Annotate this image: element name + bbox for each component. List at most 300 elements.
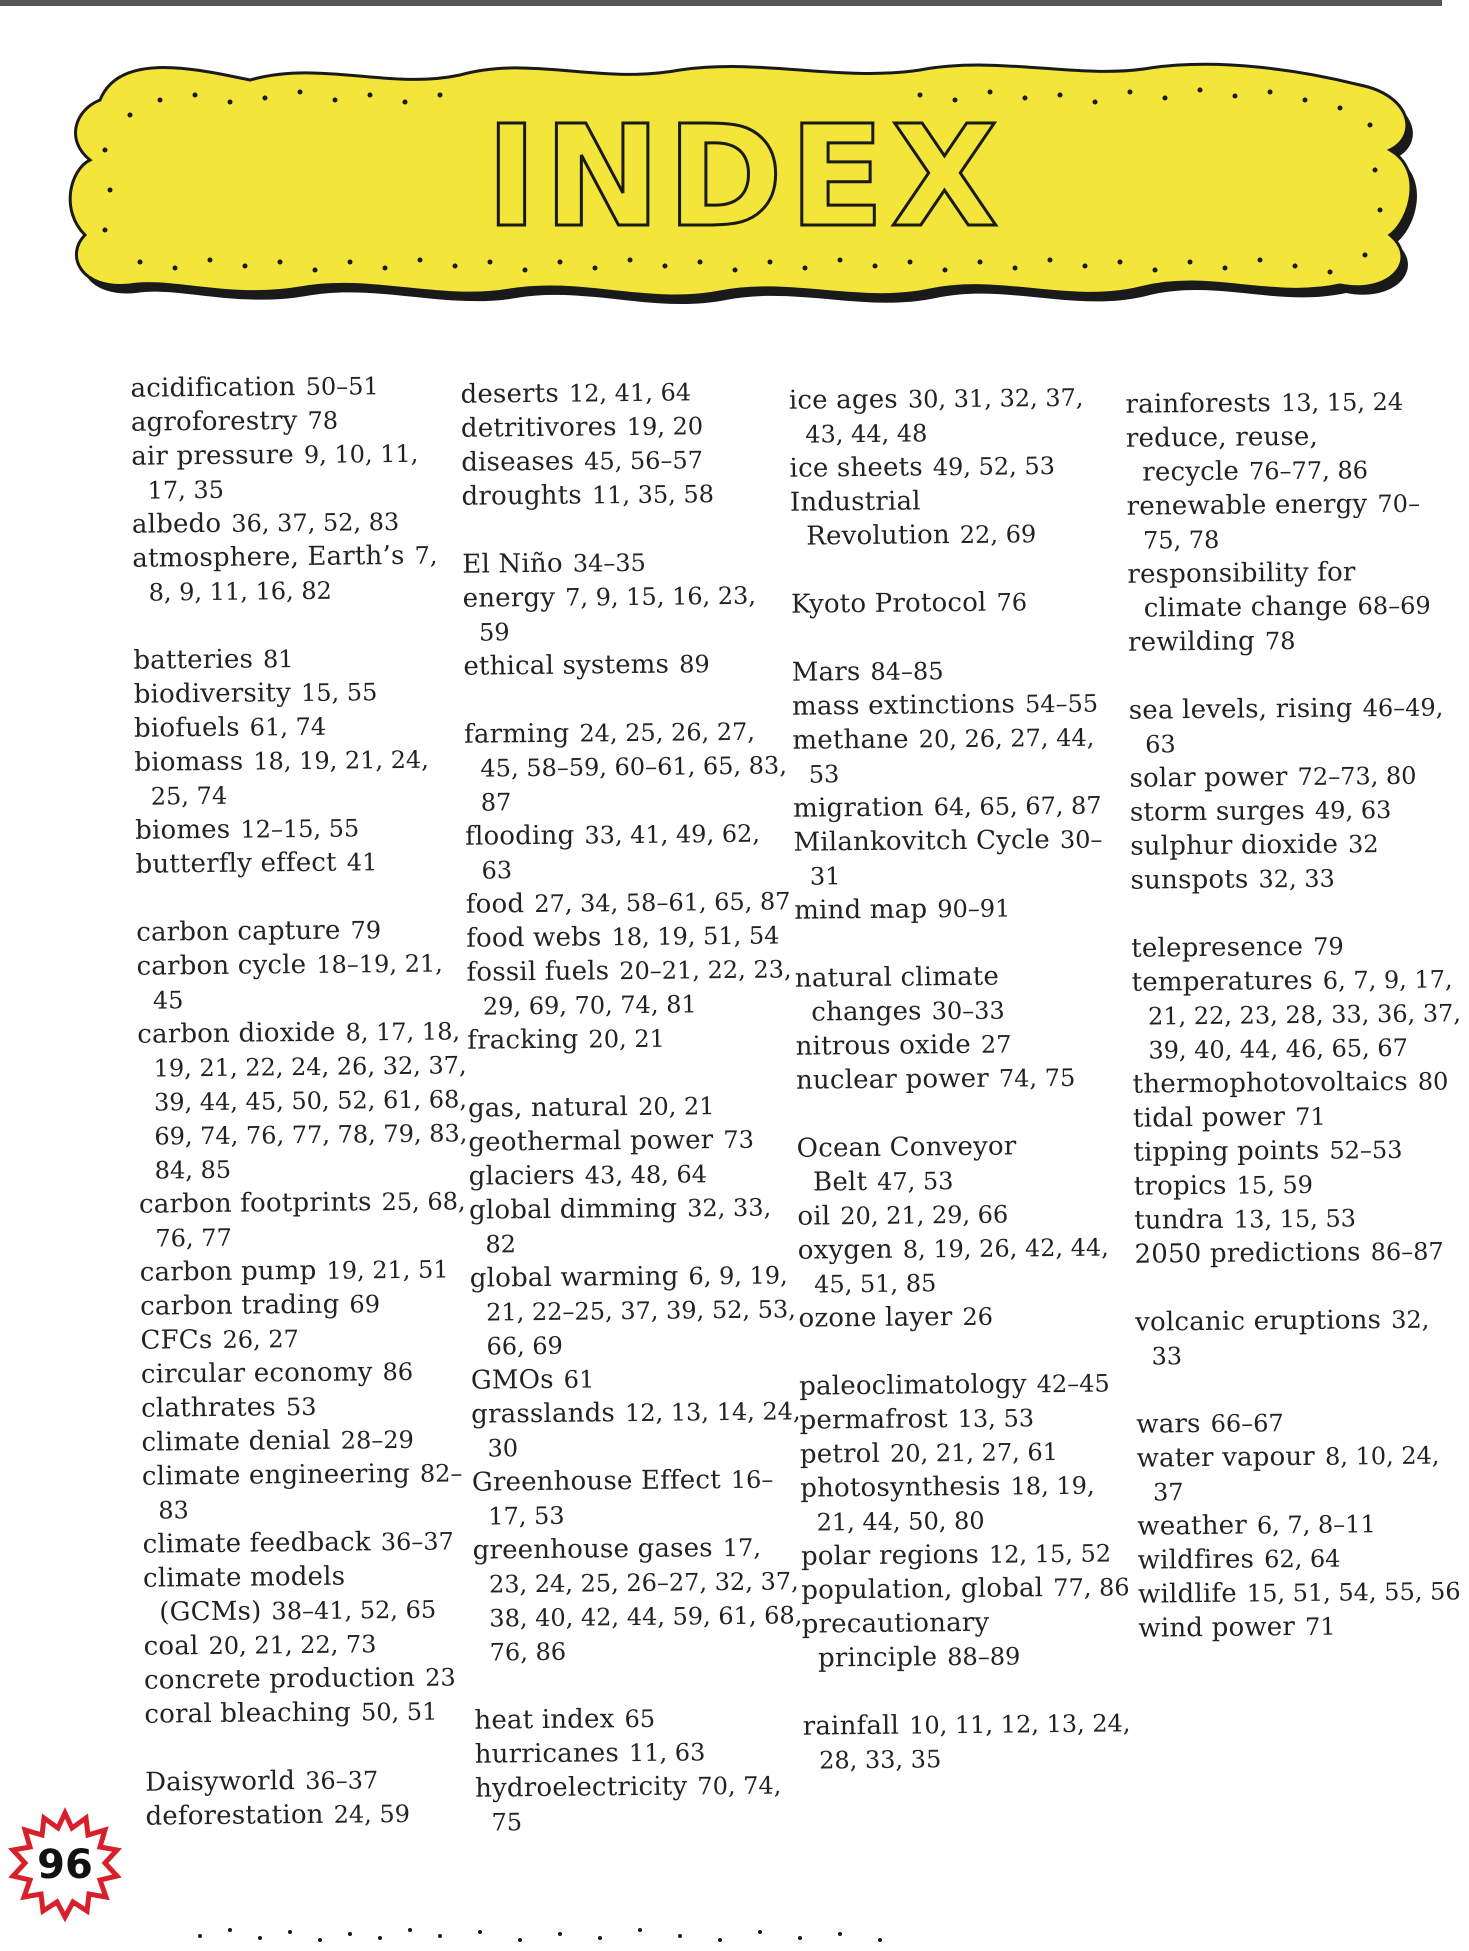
index-pages: 27, 34, 58–61, 65, 87 xyxy=(534,887,791,919)
index-term: water vapour xyxy=(1136,1441,1316,1474)
index-entry xyxy=(130,368,460,405)
index-term: heat index xyxy=(474,1704,615,1736)
index-pages: 20–21, 22, 23, 29, 69, 70, 74, 81 xyxy=(482,955,792,1021)
index-pages: 28–29 xyxy=(340,1425,414,1455)
index-pages: 20, 26, 27, 44, 53 xyxy=(808,723,1095,789)
group-spacer xyxy=(796,1094,1126,1131)
index-pages: 11, 35, 58 xyxy=(591,480,715,510)
index-pages: 20, 21 xyxy=(588,1024,665,1054)
index-pages: 71 xyxy=(1294,1102,1326,1132)
index-pages: 15, 51, 54, 55, 56 xyxy=(1246,1577,1461,1608)
index-term: migration xyxy=(793,792,924,824)
group-spacer xyxy=(1135,1268,1465,1305)
index-pages: 12, 13, 14, 24, 30 xyxy=(487,1397,801,1463)
index-entry xyxy=(134,708,464,745)
index-pages: 22, 69 xyxy=(959,520,1037,549)
index-entry xyxy=(140,1320,470,1357)
index-pages: 32, 33 xyxy=(1151,1305,1430,1371)
index-entry xyxy=(789,448,1119,485)
index-entry xyxy=(802,1604,1133,1675)
index-entry xyxy=(466,918,796,955)
group-spacer xyxy=(467,1054,797,1091)
index-pages: 84–85 xyxy=(870,657,944,686)
index-term: climate denial xyxy=(141,1425,331,1458)
index-entry xyxy=(1136,1438,1467,1509)
index-term: carbon pump xyxy=(139,1255,317,1288)
index-pages: 13, 53 xyxy=(957,1404,1035,1434)
index-term: precautionary principle xyxy=(801,1607,990,1674)
index-pages: 70–75, 78 xyxy=(1142,489,1421,555)
index-pages: 73 xyxy=(723,1125,755,1155)
index-entry xyxy=(464,714,795,819)
index-column-4 xyxy=(1125,384,1468,1645)
decorative-dots-bottom xyxy=(180,1918,1280,1948)
index-term: oil xyxy=(797,1201,831,1232)
index-entry xyxy=(800,1434,1130,1471)
index-entry xyxy=(1134,1200,1464,1237)
index-pages: 76 xyxy=(996,588,1028,617)
index-term: reduce, reuse, recycle xyxy=(1125,421,1319,488)
index-pages: 8, 17, 18, 19, 21, 22, 24, 26, 32, 37, 39, 44, 45, 50, 52, 61, 68, 69, 74, 76, 77, 78, 79, 83, 84, 85 xyxy=(153,1017,468,1185)
index-term: GMOs xyxy=(470,1364,554,1396)
index-pages: 18, 19, 51, 54 xyxy=(611,921,780,952)
index-pages: 78 xyxy=(307,406,339,435)
index-term: global dimming xyxy=(468,1193,678,1226)
index-entry xyxy=(801,1536,1131,1573)
index-pages: 79 xyxy=(350,916,382,945)
index-entry xyxy=(799,1366,1129,1403)
index-term: ice ages xyxy=(788,384,899,416)
index-term: ice sheets xyxy=(789,452,923,484)
index-entry xyxy=(1126,418,1457,489)
index-entry xyxy=(461,408,791,445)
index-pages: 8, 19, 26, 42, 44, 45, 51, 85 xyxy=(813,1233,1109,1299)
index-entry xyxy=(141,1354,471,1391)
index-term: glaciers xyxy=(468,1160,575,1192)
group-spacer xyxy=(464,680,794,717)
index-term: carbon dioxide xyxy=(137,1017,336,1050)
group-spacer xyxy=(1128,656,1458,693)
index-pages: 7, 8, 9, 11, 16, 82 xyxy=(148,541,438,607)
index-entry xyxy=(1131,928,1461,965)
page-number-badge xyxy=(10,1810,120,1920)
index-entry xyxy=(462,544,792,581)
index-pages: 69 xyxy=(349,1290,381,1319)
index-pages: 66–67 xyxy=(1210,1409,1284,1438)
index-term: tropics xyxy=(1133,1170,1227,1202)
index-term: Milankovitch Cycle xyxy=(793,825,1051,858)
group-spacer xyxy=(474,1666,804,1703)
index-entry xyxy=(461,476,791,513)
index-pages: 9, 10, 11, 17, 35 xyxy=(147,439,419,505)
index-term: circular economy xyxy=(140,1357,373,1390)
index-entry xyxy=(1136,1404,1466,1441)
index-entry xyxy=(131,436,462,507)
index-entry xyxy=(800,1468,1131,1539)
banner-cloud-shape xyxy=(60,40,1430,310)
index-entry xyxy=(1131,962,1462,1067)
index-pages: 53 xyxy=(285,1392,317,1422)
index-entry xyxy=(471,1394,802,1465)
index-term: climate feedback xyxy=(142,1527,371,1560)
index-term: biofuels xyxy=(133,712,240,744)
index-term: Ocean Conveyor Belt xyxy=(796,1131,1017,1198)
index-term: fracking xyxy=(467,1024,579,1056)
index-term: rainforests xyxy=(1125,388,1272,420)
index-entry xyxy=(140,1286,470,1323)
index-entry xyxy=(460,374,790,411)
index-entry xyxy=(462,578,793,649)
index-term: carbon footprints xyxy=(138,1187,372,1220)
index-entry xyxy=(472,1462,803,1533)
index-pages: 33, 41, 49, 62, 63 xyxy=(481,819,761,885)
index-term: batteries xyxy=(133,644,254,676)
group-spacer xyxy=(462,510,792,547)
index-term: mind map xyxy=(794,894,928,926)
index-entry xyxy=(795,958,1126,1029)
index-pages: 12, 15, 52 xyxy=(988,1539,1112,1569)
index-term: sunspots xyxy=(1130,864,1249,896)
index-pages: 6, 7, 9, 17, 21, 22, 23, 28, 33, 36, 37, 39, 40, 44, 46, 65, 67 xyxy=(1147,965,1462,1065)
index-term: methane xyxy=(792,724,909,756)
index-term: agroforestry xyxy=(130,406,298,438)
index-term: atmosphere, Earth’s xyxy=(132,540,405,574)
index-entry xyxy=(136,946,467,1017)
index-entry xyxy=(1138,1540,1468,1577)
index-pages: 8, 10, 24, 37 xyxy=(1152,1441,1440,1507)
index-pages: 36–37 xyxy=(380,1527,455,1557)
index-term: air pressure xyxy=(131,440,295,472)
index-term: oxygen xyxy=(797,1234,893,1266)
index-term: storm surges xyxy=(1129,795,1306,828)
index-entry xyxy=(796,1060,1126,1097)
index-term: carbon cycle xyxy=(136,949,307,982)
index-term: El Niño xyxy=(462,548,563,580)
index-entry xyxy=(789,380,1120,451)
index-entry xyxy=(1128,622,1458,659)
index-term: deforestation xyxy=(145,1799,324,1832)
group-spacer xyxy=(791,618,1121,655)
index-entry xyxy=(143,1558,474,1629)
index-term: deserts xyxy=(460,378,560,410)
index-entry xyxy=(136,912,466,949)
index-entry xyxy=(132,504,462,541)
index-pages: 46–49, 63 xyxy=(1145,693,1444,759)
index-pages: 32 xyxy=(1347,830,1379,859)
index-entry xyxy=(1134,1234,1464,1271)
index-entry xyxy=(1125,384,1455,421)
index-entry xyxy=(469,1156,799,1193)
index-pages: 89 xyxy=(678,650,710,679)
index-entry xyxy=(793,822,1124,893)
index-entry xyxy=(791,584,1121,621)
index-term: grasslands xyxy=(471,1398,616,1430)
index-pages: 19, 20 xyxy=(626,412,704,442)
index-entry xyxy=(145,1796,475,1833)
index-term: fossil fuels xyxy=(466,956,610,988)
index-term: wind power xyxy=(1138,1612,1296,1644)
index-term: biodiversity xyxy=(133,678,292,710)
index-term: ethical systems xyxy=(463,649,670,682)
index-term: wildlife xyxy=(1137,1578,1237,1610)
index-term: population, global xyxy=(801,1573,1044,1606)
index-term: wars xyxy=(1136,1409,1201,1440)
index-term: permafrost xyxy=(799,1404,948,1436)
index-term: petrol xyxy=(799,1438,881,1470)
index-pages: 19, 21, 51 xyxy=(326,1255,449,1285)
index-term: climate engineering xyxy=(141,1458,411,1492)
index-entry xyxy=(475,1768,806,1839)
index-entry xyxy=(1130,792,1460,829)
index-term: weather xyxy=(1137,1510,1248,1542)
index-entry xyxy=(798,1298,1128,1335)
index-entry xyxy=(461,442,791,479)
index-term: natural climate changes xyxy=(794,961,1000,1028)
index-entry xyxy=(132,538,463,609)
index-term: detritivores xyxy=(460,412,617,444)
group-spacer xyxy=(799,1332,1129,1369)
index-term: carbon trading xyxy=(139,1289,340,1322)
group-spacer xyxy=(136,878,466,915)
index-term: rainfall xyxy=(802,1710,900,1742)
index-pages: 24, 25, 26, 27, 45, 58–59, 60–61, 65, 83, 87 xyxy=(480,717,788,817)
index-pages: 82–83 xyxy=(158,1459,463,1525)
index-pages: 76–77, 86 xyxy=(1248,456,1369,486)
index-pages: 71 xyxy=(1304,1612,1336,1641)
index-entry xyxy=(792,686,1122,723)
index-term: gas, natural xyxy=(467,1092,629,1124)
group-spacer xyxy=(145,1728,475,1765)
index-pages: 24, 59 xyxy=(333,1799,411,1829)
index-entry xyxy=(141,1422,471,1459)
index-term: clathrates xyxy=(141,1392,277,1424)
index-entry xyxy=(1129,690,1460,761)
index-column-3 xyxy=(789,380,1134,1777)
index-entry xyxy=(1138,1608,1468,1645)
index-pages: 88–89 xyxy=(947,1642,1021,1672)
index-term: nuclear power xyxy=(795,1063,990,1096)
index-pages: 15, 59 xyxy=(1236,1170,1314,1200)
index-term: flooding xyxy=(465,820,575,852)
index-entry xyxy=(142,1524,472,1561)
index-term: farming xyxy=(463,718,570,750)
index-entry xyxy=(144,1694,474,1731)
index-entry xyxy=(133,640,463,677)
group-spacer xyxy=(802,1672,1132,1709)
index-entry xyxy=(1133,1098,1463,1135)
page-top-edge xyxy=(0,0,1442,6)
index-pages: 20, 21 xyxy=(637,1092,715,1121)
index-entry xyxy=(1138,1574,1468,1611)
index-pages: 49, 63 xyxy=(1314,796,1392,825)
index-term: polar regions xyxy=(800,1539,980,1572)
index-pages: 6, 7, 8–11 xyxy=(1256,1510,1376,1540)
index-entry xyxy=(471,1360,801,1397)
index-term: butterfly effect xyxy=(135,847,337,880)
index-entry xyxy=(140,1252,470,1289)
page-number: 96 xyxy=(37,1842,93,1888)
index-entry xyxy=(792,720,1123,791)
index-term: Mars xyxy=(791,657,861,688)
index-term: climate models (GCMs) xyxy=(142,1561,346,1628)
index-term: global warming xyxy=(469,1261,679,1294)
index-pages: 74, 75 xyxy=(998,1063,1076,1093)
index-entry xyxy=(144,1626,474,1663)
index-pages: 68–69 xyxy=(1357,591,1431,621)
group-spacer xyxy=(790,550,1120,587)
index-pages: 13, 15, 24 xyxy=(1280,387,1404,418)
index-term: sea levels, rising xyxy=(1128,693,1353,726)
index-entry xyxy=(466,952,797,1023)
index-pages: 81 xyxy=(262,645,294,674)
index-term: CFCs xyxy=(140,1324,213,1356)
index-entry xyxy=(470,1258,801,1363)
index-pages: 18, 19, 21, 44, 50, 80 xyxy=(816,1471,1095,1537)
index-pages: 36–37 xyxy=(304,1766,379,1796)
index-term: carbon capture xyxy=(136,915,341,948)
index-term: droughts xyxy=(461,480,583,512)
index-pages: 15, 55 xyxy=(300,678,378,707)
index-term: food webs xyxy=(466,922,602,954)
index-term: coal xyxy=(143,1631,199,1662)
index-entry xyxy=(144,1660,474,1697)
index-entry xyxy=(135,844,465,881)
index-entry xyxy=(793,788,1123,825)
group-spacer xyxy=(794,924,1124,961)
index-entry xyxy=(1127,554,1458,625)
index-term: Industrial Revolution xyxy=(789,486,950,552)
index-pages: 25, 68, 76, 77 xyxy=(155,1187,466,1253)
index-entry xyxy=(469,1190,800,1261)
index-entry xyxy=(794,890,1124,927)
index-entry xyxy=(468,1122,798,1159)
index-term: ozone layer xyxy=(798,1302,953,1334)
index-pages: 17, 23, 24, 25, 26–27, 32, 37, 38, 40, 42, 44, 59, 61, 68, 76, 86 xyxy=(488,1533,803,1667)
index-pages: 36, 37, 52, 83 xyxy=(231,507,400,538)
index-pages: 30, 31, 32, 37, 43, 44, 48 xyxy=(805,383,1084,449)
index-pages: 45, 56–57 xyxy=(583,446,704,476)
index-term: concrete production xyxy=(143,1662,416,1696)
index-pages: 61 xyxy=(563,1365,595,1394)
index-entry xyxy=(1134,1166,1464,1203)
index-pages: 64, 65, 67, 87 xyxy=(933,791,1102,822)
index-entry xyxy=(1130,826,1460,863)
index-pages: 47, 53 xyxy=(876,1167,954,1196)
index-entry xyxy=(465,816,796,887)
index-pages: 41 xyxy=(346,848,378,877)
index-pages: 43, 48, 64 xyxy=(584,1160,708,1190)
index-entry xyxy=(801,1570,1131,1607)
index-pages: 27 xyxy=(980,1030,1012,1059)
index-pages: 50, 51 xyxy=(360,1697,438,1727)
group-spacer xyxy=(1131,894,1461,931)
index-pages: 13, 15, 53 xyxy=(1233,1204,1357,1234)
index-term: hurricanes xyxy=(474,1738,620,1770)
index-pages: 86 xyxy=(382,1357,414,1387)
index-entry xyxy=(1133,1132,1463,1169)
title-banner xyxy=(60,40,1430,310)
index-pages: 10, 11, 12, 13, 24, 28, 33, 35 xyxy=(818,1709,1131,1775)
index-term: tipping points xyxy=(1133,1135,1320,1168)
index-pages: 90–91 xyxy=(937,894,1011,924)
index-pages: 16–17, 53 xyxy=(488,1465,774,1531)
index-entry xyxy=(792,652,1122,689)
index-entry xyxy=(1137,1506,1467,1543)
index-entry xyxy=(467,1020,797,1057)
index-entry xyxy=(797,1128,1128,1199)
index-term: Kyoto Protocol xyxy=(790,587,987,620)
index-entry xyxy=(1129,758,1459,795)
index-term: wildfires xyxy=(1137,1544,1255,1576)
index-title: INDEX xyxy=(485,96,1005,259)
index-term: biomes xyxy=(135,814,231,846)
index-entry xyxy=(135,810,465,847)
index-entry xyxy=(472,1530,803,1669)
index-term: greenhouse gases xyxy=(472,1533,713,1566)
index-pages: 12–15, 55 xyxy=(240,814,360,844)
index-term: solar power xyxy=(1129,762,1288,794)
index-pages: 26 xyxy=(962,1302,994,1331)
index-entry xyxy=(134,742,465,813)
index-pages: 77, 86 xyxy=(1053,1573,1130,1603)
index-entry xyxy=(797,1196,1127,1233)
index-pages: 32, 33, 82 xyxy=(485,1193,772,1259)
index-pages: 80 xyxy=(1417,1067,1449,1096)
index-pages: 20, 21, 22, 73 xyxy=(208,1630,377,1661)
index-pages: 18–19, 21, 45 xyxy=(152,949,443,1015)
index-term: rewilding xyxy=(1127,626,1256,658)
index-pages: 30–31 xyxy=(809,825,1103,891)
index-pages: 78 xyxy=(1264,626,1296,656)
index-term: mass extinctions xyxy=(791,689,1016,722)
index-entry xyxy=(1135,1302,1466,1373)
index-pages: 26, 27 xyxy=(222,1325,299,1354)
index-pages: 62, 64 xyxy=(1263,1544,1341,1574)
index-term: geothermal power xyxy=(468,1125,714,1158)
index-entry xyxy=(142,1456,473,1527)
index-pages: 42–45 xyxy=(1036,1369,1110,1399)
index-pages: 49, 52, 53 xyxy=(932,451,1056,482)
index-term: telepresence xyxy=(1131,931,1304,964)
index-pages: 20, 21, 29, 66 xyxy=(840,1200,1009,1231)
index-column-2 xyxy=(460,374,805,1839)
index-pages: 52–53 xyxy=(1329,1135,1403,1165)
index-entry xyxy=(468,1088,798,1125)
group-spacer xyxy=(133,606,463,643)
index-pages: 70, 74, 75 xyxy=(491,1771,782,1837)
index-term: Daisyworld xyxy=(144,1766,296,1798)
index-term: nitrous oxide xyxy=(795,1029,972,1062)
index-entry xyxy=(790,482,1121,553)
index-term: photosynthesis xyxy=(800,1471,1001,1504)
index-entry xyxy=(1130,860,1460,897)
index-pages: 20, 21, 27, 61 xyxy=(889,1438,1059,1468)
index-entry xyxy=(475,1734,805,1771)
index-pages: 11, 63 xyxy=(628,1738,706,1768)
index-term: diseases xyxy=(461,446,575,478)
index-pages: 38–41, 52, 65 xyxy=(271,1595,437,1626)
index-term: energy xyxy=(462,582,556,614)
index-pages: 79 xyxy=(1312,932,1344,961)
index-term: renewable energy xyxy=(1126,489,1368,522)
index-term: volcanic eruptions xyxy=(1135,1305,1382,1338)
index-term: temperatures xyxy=(1131,965,1314,998)
index-entry xyxy=(463,646,793,683)
index-entry xyxy=(137,1014,469,1187)
index-pages: 50–51 xyxy=(305,372,379,401)
index-entry xyxy=(134,674,464,711)
index-term: responsibility for climate change xyxy=(1127,557,1356,624)
